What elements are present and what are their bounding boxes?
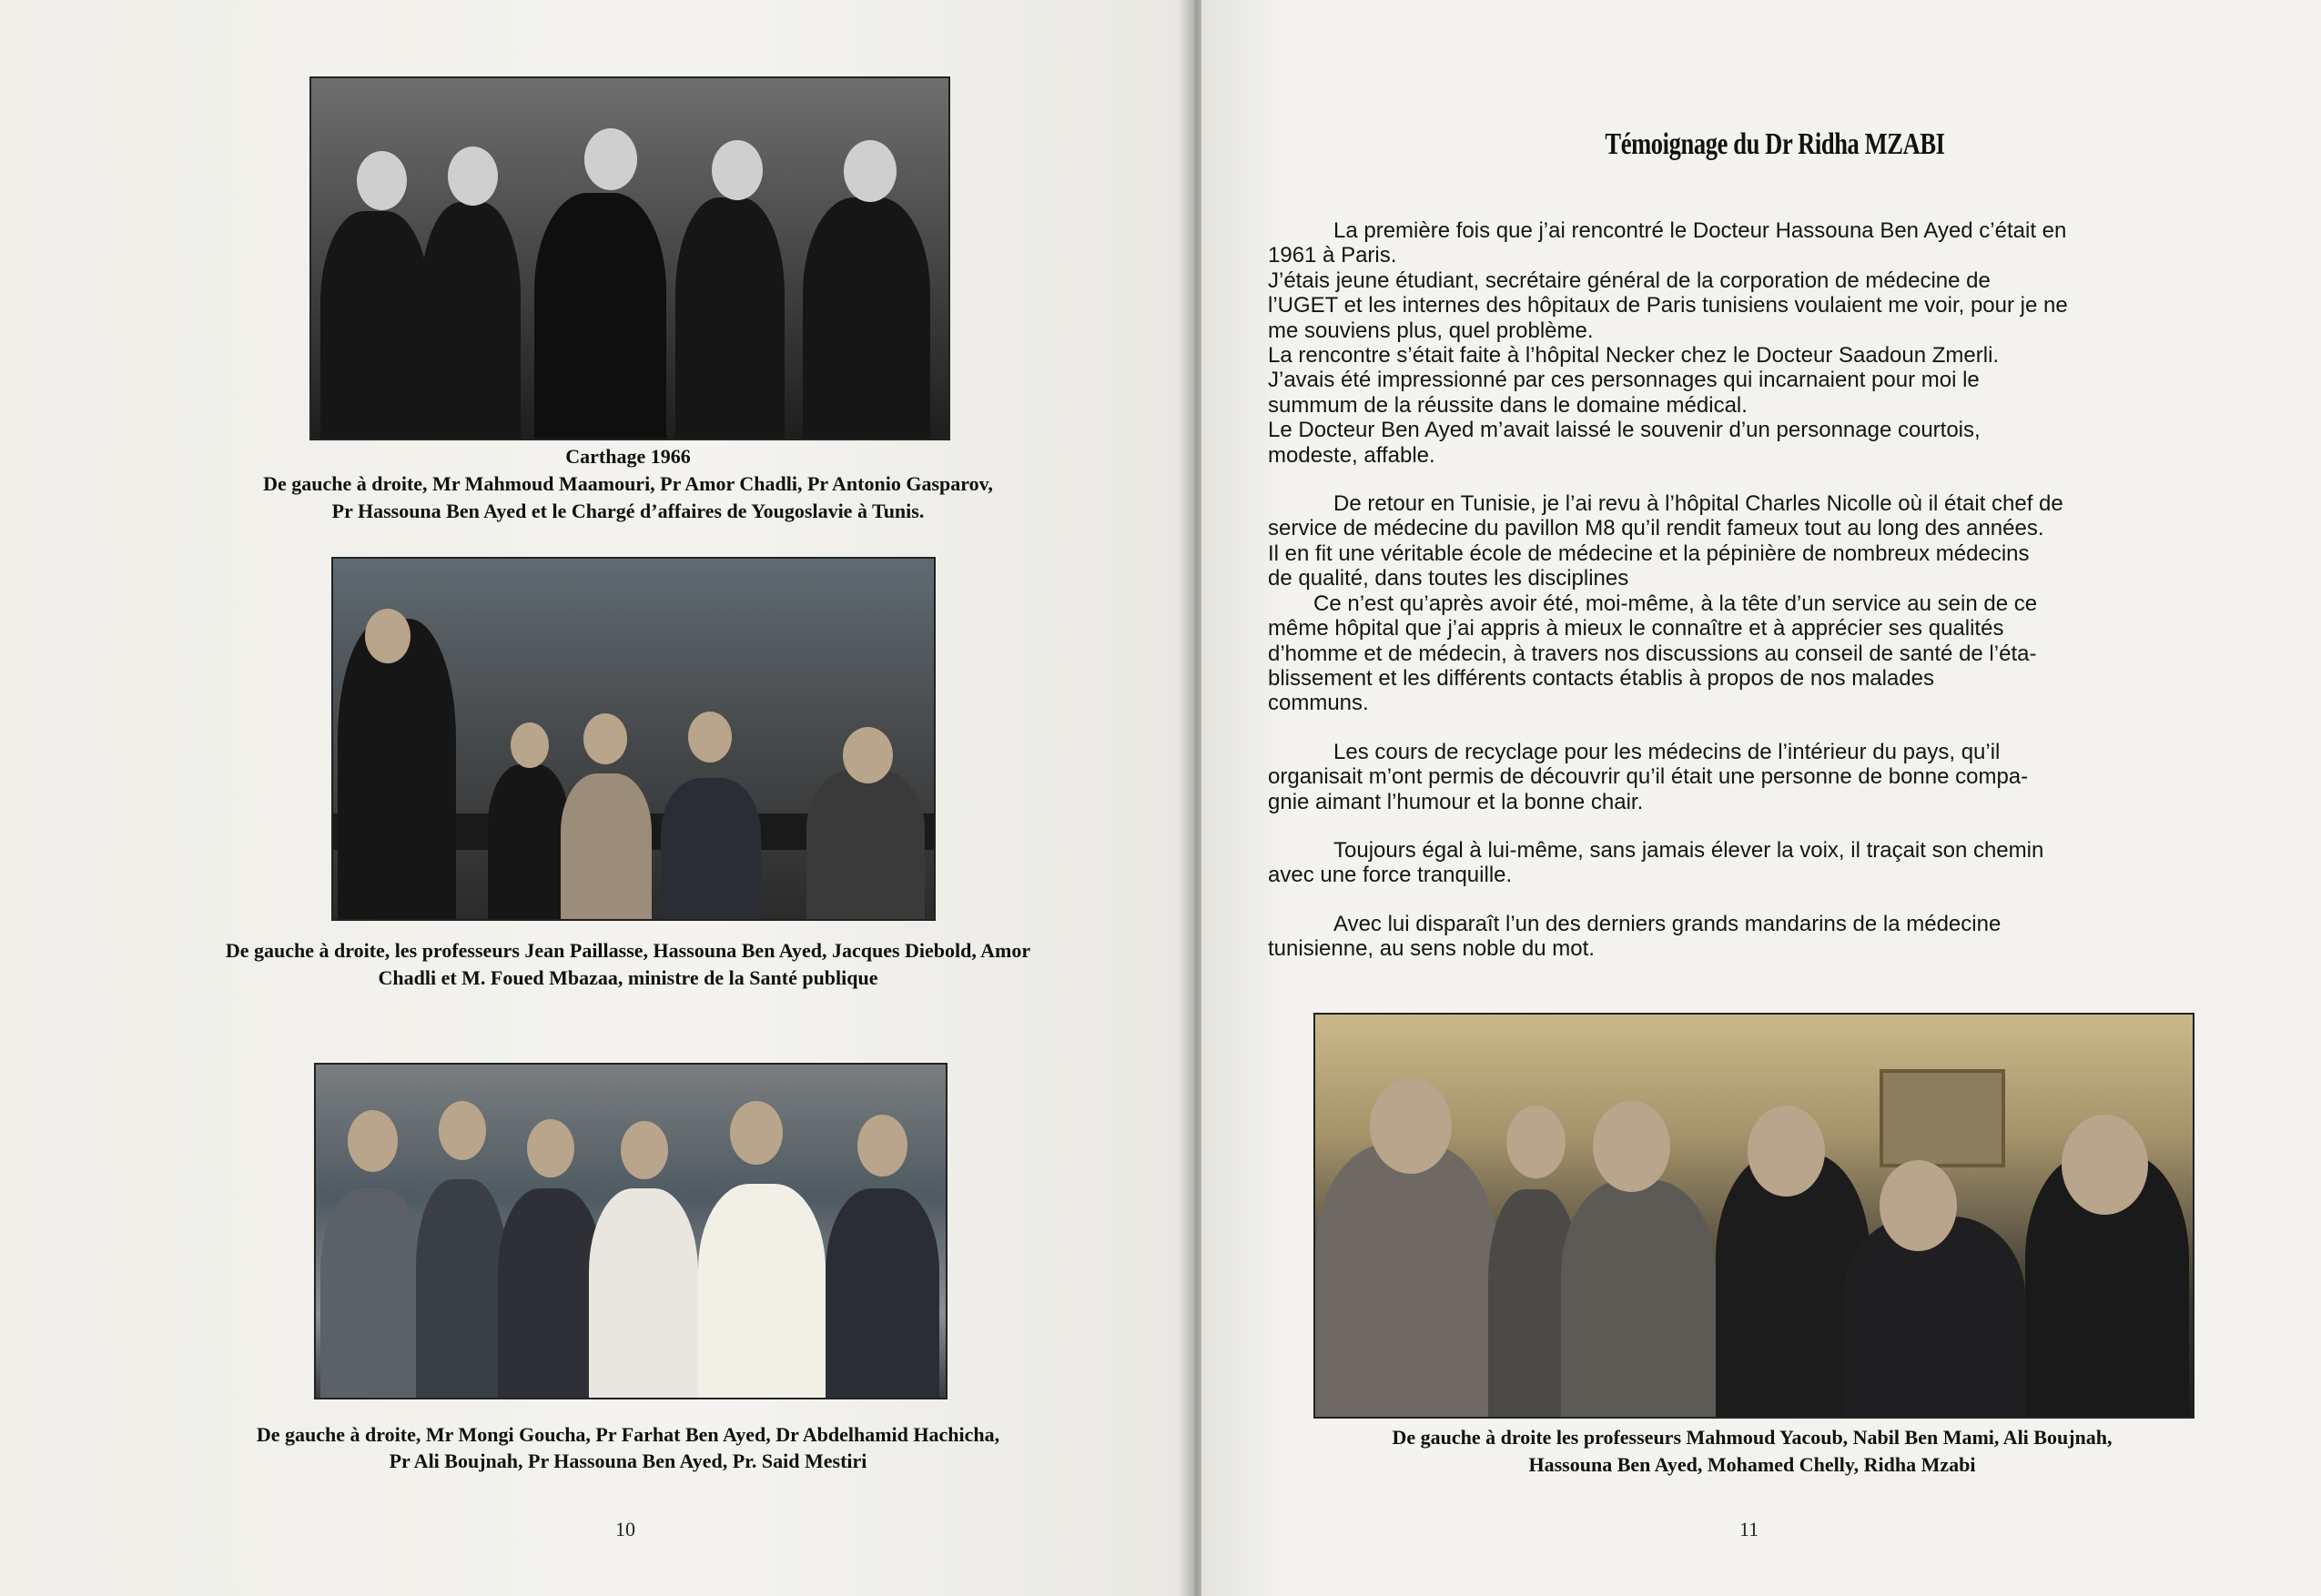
text-line: De retour en Tunisie, je l’ai revu à l’hôpital Charles Nicolle où il était chef de [1333, 491, 2063, 517]
text-line: blissement et les différents contacts établis à propos de nos malades [1268, 665, 1934, 691]
text-line: d’homme et de médecin, à travers nos discussions au conseil de santé de l’éta- [1268, 641, 2037, 666]
photo1-caption-line1: De gauche à droite, Mr Mahmoud Maamouri, Pr Amor Chadli, Pr Antonio Gasparov, [263, 472, 993, 495]
text-line: J’étais jeune étudiant, secrétaire général de la corporation de médecine de [1268, 268, 1991, 293]
text-line: de qualité, dans toutes les disciplines [1268, 566, 1629, 591]
right-photo-caption-line2: Hassouna Ben Ayed, Mohamed Chelly, Ridha Mzabi [1528, 1453, 1976, 1476]
photo2-caption-line2: Chadli et M. Foued Mbazaa, ministre de la Santé publique [378, 966, 878, 989]
text-line: organisait m’ont permis de découvrir qu’il était une personne de bonne compa- [1268, 764, 2029, 790]
photo-conference-panel [331, 557, 936, 921]
paragraph-4 [1268, 838, 2187, 888]
text-line: même hôpital que j’ai appris à mieux le connaître et à apprécier ses qualités [1268, 616, 2004, 641]
right-photo-caption-line1: De gauche à droite les professeurs Mahmoud Yacoub, Nabil Ben Mami, Ali Boujnah, [1392, 1426, 2113, 1449]
text-line: Les cours de recyclage pour les médecins de l’intérieur du pays, qu’il [1333, 739, 2001, 764]
text-line: Le Docteur Ben Ayed m’avait laissé le souvenir d’un personnage courtois, [1268, 418, 1981, 443]
page-number-left: 10 [615, 1518, 635, 1540]
paragraph-3 [1268, 740, 2187, 814]
photo1-caption-title: Carthage 1966 [565, 445, 691, 468]
photo-carthage-1966 [309, 76, 950, 440]
photo-group-white-coats [314, 1063, 948, 1399]
text-line: Avec lui disparaît l’un des derniers grands mandarins de la médecine [1333, 911, 2002, 936]
text-line: communs. [1268, 691, 1369, 716]
photo3-caption-line2: Pr Ali Boujnah, Pr Hassouna Ben Ayed, Pr. Said Mestiri [389, 1450, 867, 1472]
page-number-right: 11 [1739, 1518, 1759, 1540]
text-line: Toujours égal à lui-même, sans jamais élever la voix, il traçait son chemin [1333, 837, 2044, 863]
text-line: l’UGET et les internes des hôpitaux de Paris tunisiens voulaient me voir, pour je ne [1268, 293, 2068, 318]
paragraph-5 [1268, 912, 2187, 962]
paragraph-2 [1268, 491, 2187, 716]
text-line: gnie aimant l’humour et la bonne chair. [1268, 789, 1644, 814]
photo2-caption-line1: De gauche à droite, les professeurs Jean Paillasse, Hassouna Ben Ayed, Jacques Diebold, Amor [225, 939, 1031, 962]
text-line: 1961 à Paris. [1268, 243, 1397, 268]
text-line: summum de la réussite dans le domaine médical. [1268, 392, 1748, 418]
text-line: tunisienne, au sens noble du mot. [1268, 936, 1595, 962]
text-line: J’avais été impressionné par ces personnages qui incarnaient pour moi le [1268, 368, 1980, 393]
text-line: modeste, affable. [1268, 442, 1435, 468]
photo-professors-group [1313, 1013, 2194, 1419]
text-line: La rencontre s’était faite à l’hôpital Necker chez le Docteur Saadoun Zmerli. [1268, 343, 2000, 369]
photo3-caption-line1: De gauche à droite, Mr Mongi Goucha, Pr Farhat Ben Ayed, Dr Abdelhamid Hachicha, [256, 1423, 1000, 1446]
testimony-text [1268, 218, 2187, 985]
text-line: me souviens plus, quel problème. [1268, 318, 1594, 343]
text-line: service de médecine du pavillon M8 qu’il rendit fameux tout au long des années. [1268, 516, 2044, 541]
text-line: Il en fit une véritable école de médecine et la pépinière de nombreux médecins [1268, 540, 2030, 566]
photo1-caption-line2: Pr Hassouna Ben Ayed et le Chargé d’affaires de Yougoslavie à Tunis. [331, 500, 925, 522]
paragraph-1 [1268, 218, 2187, 468]
text-line: avec une force tranquille. [1268, 863, 1513, 888]
text-line: Ce n’est qu’après avoir été, moi-même, à la tête d’un service au sein de ce [1313, 591, 2038, 616]
page-title: Témoignage du Dr Ridha MZABI [1605, 127, 1945, 161]
text-line: La première fois que j’ai rencontré le Docteur Hassouna Ben Ayed c’était en [1333, 218, 2067, 243]
